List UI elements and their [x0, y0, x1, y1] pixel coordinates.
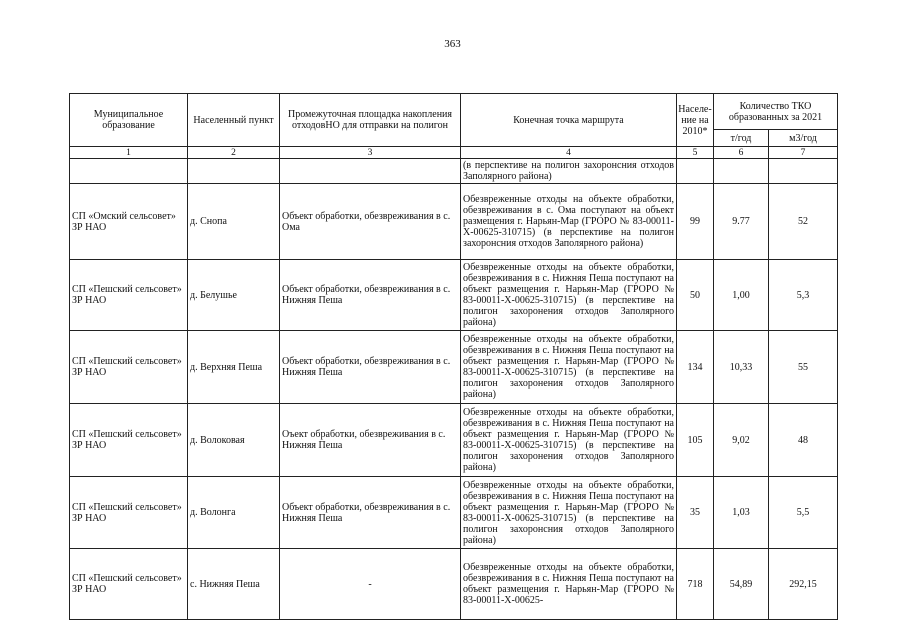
header-route-endpoint: Конечная точка маршрута: [461, 94, 677, 147]
tons-cell: 54,89: [714, 549, 769, 620]
tons-cell: 1,00: [714, 260, 769, 331]
route-cell: Обезвреженные отходы на объекте обработки, обезвреживания в с. Ома поступают на объект размещения г. Нарьян-Мар (ГРОРО № 83-00011-Х-00625-310715) (в перспективе на полигон захоронсния отходов Заполярного района): [461, 184, 677, 260]
col-number: 3: [280, 147, 461, 159]
population-cell: 718: [677, 549, 714, 620]
m3-cell: 48: [769, 404, 838, 477]
site-cell: Объект обработки, обезвреживания в с. Нижняя Пеша: [280, 260, 461, 331]
settlement-cell: д. Белушье: [188, 260, 280, 331]
settlement-cell: д. Волоковая: [188, 404, 280, 477]
settlement-cell: с. Нижняя Пеша: [188, 549, 280, 620]
header-population: Населе-ние на 2010*: [677, 94, 714, 147]
route-cell: Обезвреженные отходы на объекте обработки, обезвреживания в с. Нижняя Пеша поступают на объект размещения г. Нарьян-Мар (ГРОРО № 83-00011-Х-00625-310715) (в перспективе на полигон захоронения отходов Заполярного района): [461, 404, 677, 477]
route-cell: Обезвреженные отходы на объекте обработки, обезвреживания в с. Нижняя Пеша поступают на объект размещения г. Нарьян-Мар (ГРОРО № 83-00011-Х-00625-310715) (в перспективе на полигон захоронения отходов Заполярного района): [461, 331, 677, 404]
site-cell: -: [280, 549, 461, 620]
table-row: [70, 404, 838, 477]
column-number-row: [70, 147, 838, 159]
tons-cell: 1,03: [714, 477, 769, 549]
route-cell: Обезвреженные отходы на объекте обработки, обезвреживания в с. Нижняя Пеша поступают на объект размещения г. Нарьян-Мар (ГРОРО № 83-00011-Х-00625-310715) (в перспективе на полигон захоронсния отходов Заполярного района): [461, 477, 677, 549]
header-intermediate-site: Промежуточная площадка накопления отходовНО для отправки на полигон: [280, 94, 461, 147]
header-row: [70, 94, 838, 130]
m3-cell: 5,3: [769, 260, 838, 331]
table-row: [70, 549, 838, 620]
site-cell: Объект обработки, обезвреживания в с. Нижняя Пеша: [280, 477, 461, 549]
municipality-cell: СП «Пешский сельсовет» ЗР НАО: [70, 331, 188, 404]
population-cell: 50: [677, 260, 714, 331]
continuation-row: [70, 159, 838, 184]
header-m3: м3/год: [769, 130, 838, 147]
table-row: [70, 331, 838, 404]
header-settlement: Населенный пункт: [188, 94, 280, 147]
site-cell: Объект обработки, обезвреживания в с. Ома: [280, 184, 461, 260]
m3-cell: 52: [769, 184, 838, 260]
tons-cell: 10,33: [714, 331, 769, 404]
table-row: [70, 184, 838, 260]
header-waste-amount: Количество ТКО образованных за 2021: [714, 94, 838, 130]
page-number: 363: [444, 38, 461, 50]
m3-cell: 55: [769, 331, 838, 404]
m3-cell: 5,5: [769, 477, 838, 549]
col-number: 6: [714, 147, 769, 159]
municipality-cell: СП «Пешский сельсовет» ЗР НАО: [70, 549, 188, 620]
settlement-cell: д. Волонга: [188, 477, 280, 549]
tons-cell: 9.77: [714, 184, 769, 260]
tons-cell: 9,02: [714, 404, 769, 477]
municipality-cell: СП «Пешский сельсовет» ЗР НАО: [70, 260, 188, 331]
col-number: 2: [188, 147, 280, 159]
population-cell: 99: [677, 184, 714, 260]
settlement-cell: д. Верхняя Пеша: [188, 331, 280, 404]
site-cell: Оъект обработки, обезвреживания в с. Нижняя Пеша: [280, 404, 461, 477]
population-cell: 105: [677, 404, 714, 477]
col-number: 1: [70, 147, 188, 159]
population-cell: 134: [677, 331, 714, 404]
site-cell: Объект обработки, обезвреживания в с. Нижняя Пеша: [280, 331, 461, 404]
route-cell: Обезвреженные отходы на объекте обработки, обезвреживания в с. Нижняя Пеша поступают на объект размещения г. Нарьян-Мар (ГРОРО № 83-00011-Х-00625-310715) (в перспективе на полигон захоронения отходов Заполярного района): [461, 260, 677, 331]
settlement-cell: д. Снопа: [188, 184, 280, 260]
col-number: 4: [461, 147, 677, 159]
continuation-text: (в перспективе на полигон захоронсния отходов Заполярного района): [461, 159, 677, 184]
table-row: [70, 477, 838, 549]
route-cell: Обезвреженные отходы на объекте обработки, обезвреживания в с. Нижняя Пеша поступают на объект размещения г. Нарьян-Мар (ГРОРО № 83-00011-Х-00625-: [461, 549, 677, 620]
waste-route-table: [69, 93, 838, 620]
m3-cell: 292,15: [769, 549, 838, 620]
col-number: 5: [677, 147, 714, 159]
table-row: [70, 260, 838, 331]
header-municipality: Муниципальное образование: [70, 94, 188, 147]
col-number: 7: [769, 147, 838, 159]
municipality-cell: СП «Омский сельсовет» ЗР НАО: [70, 184, 188, 260]
municipality-cell: СП «Пешский сельсовет» ЗР НАО: [70, 404, 188, 477]
population-cell: 35: [677, 477, 714, 549]
header-tons: т/год: [714, 130, 769, 147]
municipality-cell: СП «Пешский сельсовет» ЗР НАО: [70, 477, 188, 549]
